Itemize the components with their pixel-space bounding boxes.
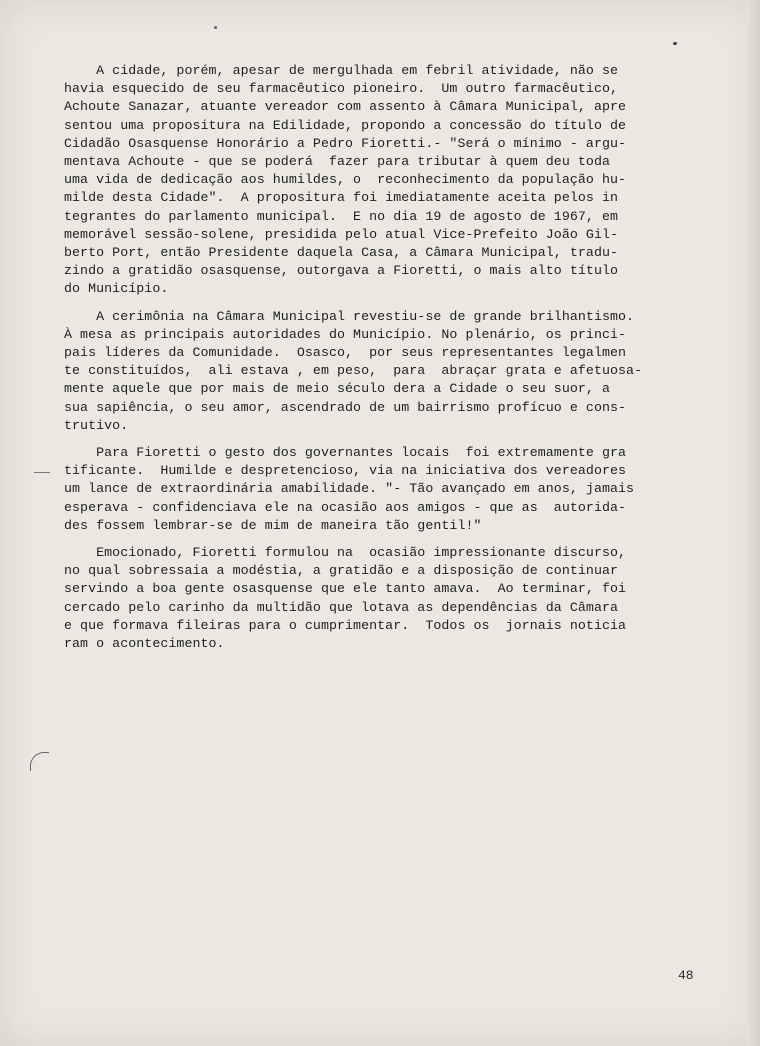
text-line: cercado pelo carinho da multidão que lotava as dependências da Câmara [64,599,619,615]
text-line: Cidadão Osasquense Honorário a Pedro Fioretti.- "Será o mínimo - argu- [64,135,627,151]
text-line: Para Fioretti o gesto dos governantes locais foi extremamente gra [64,445,627,461]
paragraph [64,308,716,435]
text-line: A cerimônia na Câmara Municipal revestiu-se de grande brilhantismo. [64,308,635,324]
text-line: uma vida de dedicação aos humildes, o reconhecimento da população hu- [64,172,627,188]
text-line: te constituídos, ali estava , em peso, para abraçar grata e afetuosa- [64,363,643,379]
page-edge-shadow [746,0,760,1046]
margin-pencil-mark [34,472,50,473]
paragraph [64,62,716,299]
text-line: servindo a boa gente osasquense que ele tanto amava. Ao terminar, foi [64,581,627,597]
text-line: sua sapiência, o seu amor, ascendrado de um bairrismo profícuo e cons- [64,399,627,415]
text-line: no qual sobressaia a modéstia, a gratidão e a disposição de continuar [64,563,619,579]
text-line: berto Port, então Presidente daquela Casa, a Câmara Municipal, tradu- [64,245,619,261]
text-line: sentou uma propositura na Edilidade, propondo a concessão do título de [64,117,627,133]
paragraph [64,544,716,653]
text-line: um lance de extraordinária amabilidade. "- Tão avançado em anos, jamais [64,481,635,497]
paragraph [64,444,716,535]
text-line: e que formava fileiras para o cumprimentar. Todos os jornais noticia [64,617,627,633]
text-line: tegrantes do parlamento municipal. E no dia 19 de agosto de 1967, em [64,208,619,224]
text-line: esperava - confidenciava ele na ocasião aos amigos - que as autorida- [64,499,627,515]
page-number: 48 [678,968,694,983]
typewritten-text [64,62,716,662]
text-line: À mesa as principais autoridades do Município. No plenário, os princi- [64,326,627,342]
text-line: mente aquele que por mais de meio século dera a Cidade o seu suor, a [64,381,611,397]
text-line: milde desta Cidade". A propositura foi imediatamente aceita pelos in [64,190,619,206]
text-line: pais líderes da Comunidade. Osasco, por seus representantes legalmen [64,345,627,361]
text-line: trutivo. [64,417,129,433]
text-line: mentava Achoute - que se poderá fazer para tributar à quem deu toda [64,154,611,170]
text-line: havia esquecido de seu farmacêutico pioneiro. Um outro farmacêutico, [64,81,619,97]
text-line: ram o acontecimento. [64,636,225,652]
ink-speck [673,42,677,45]
text-line: do Município. [64,281,169,297]
text-line: Achoute Sanazar, atuante vereador com assento à Câmara Municipal, apre [64,99,627,115]
text-line: Emocionado, Fioretti formulou na ocasião impressionante discurso, [64,545,627,561]
text-line: A cidade, porém, apesar de mergulhada em febril atividade, não se [64,63,619,78]
text-line: tificante. Humilde e despretencioso, via na iniciativa dos vereadores [64,463,627,479]
ink-speck [214,26,217,29]
text-line: des fossem lembrar-se de mim de maneira tão gentil!" [64,517,482,533]
text-line: zindo a gratidão osasquense, outorgava a Fioretti, o mais alto título [64,263,619,279]
text-line: memorável sessão-solene, presidida pelo atual Vice-Prefeito João Gil- [64,226,619,242]
margin-pencil-mark [30,752,49,771]
